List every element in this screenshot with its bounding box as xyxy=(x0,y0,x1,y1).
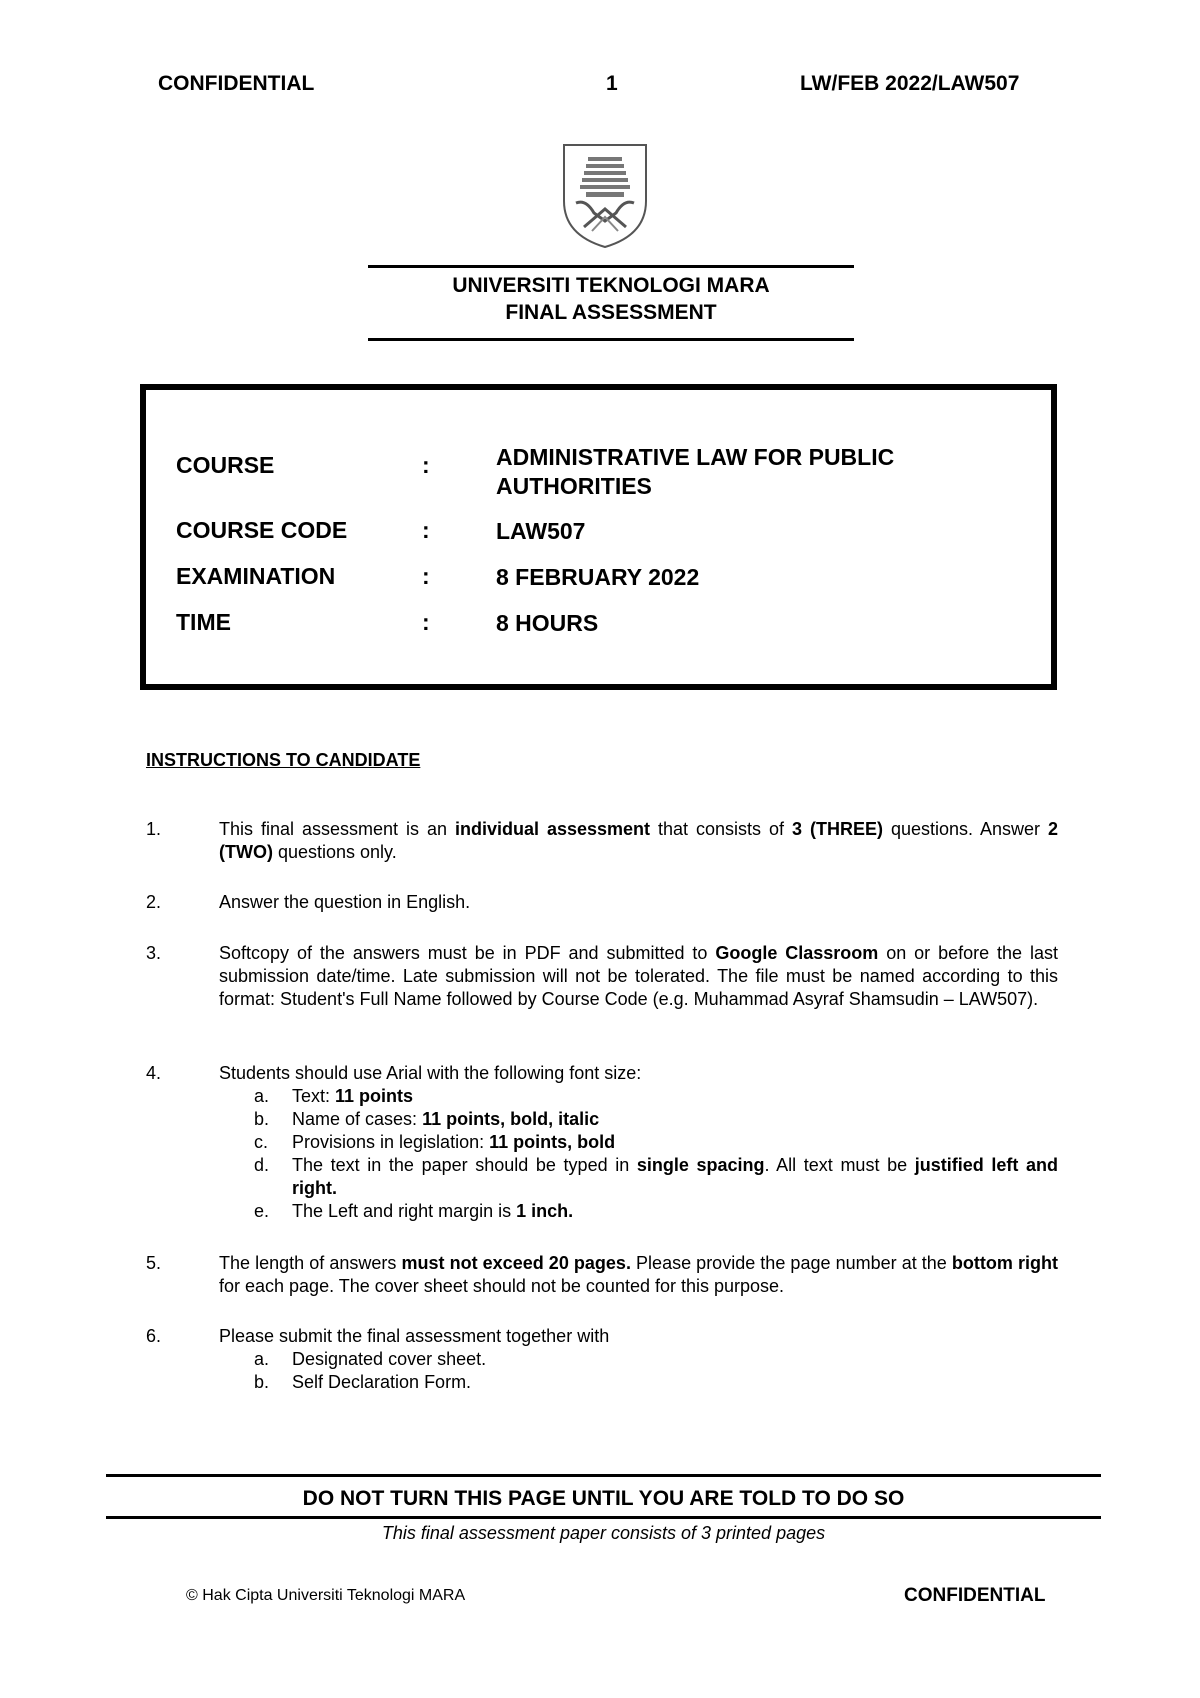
examination-colon: : xyxy=(422,563,430,589)
footer-confidential: CONFIDENTIAL xyxy=(904,1585,1046,1606)
item-number: 4. xyxy=(146,1063,162,1083)
item-text: Answer the question in English. xyxy=(219,892,471,912)
header-confidential: CONFIDENTIAL xyxy=(158,72,315,95)
university-name: UNIVERSITI TEKNOLOGI MARA xyxy=(452,274,770,297)
title-rule-bottom xyxy=(368,338,854,341)
sub-item-a: a. Designated cover sheet. xyxy=(254,1349,487,1369)
item-text: The length of answers must not exceed 20 pages. Please provide the page number at the bottom right for each page. The cover sheet should not be counted for this purpose. xyxy=(219,1253,1058,1296)
item-text: Softcopy of the answers must be in PDF and submitted to Google Classroom on or before the last submission date/time. Late submission will not be tolerated. The file must be named according to this format: Student's Full Name followed by Course Code (e.g. Muhammad Asyraf Shamsudin – LAW507). xyxy=(219,943,1058,1009)
examination-value: 8 FEBRUARY 2022 xyxy=(496,564,700,590)
item-text: This final assessment is an individual assessment that consists of 3 (THREE) questions. Answer 2 (TWO) questions only. xyxy=(219,819,1059,862)
time-colon: : xyxy=(422,609,430,635)
course-info-box xyxy=(140,384,1057,690)
item-number: 6. xyxy=(146,1326,162,1346)
examination-label: EXAMINATION xyxy=(176,563,336,589)
course-label: COURSE xyxy=(176,452,275,478)
title-rule-top xyxy=(368,265,854,268)
course-colon: : xyxy=(422,452,430,478)
do-not-turn-warning: DO NOT TURN THIS PAGE UNTIL YOU ARE TOLD TO DO SO xyxy=(302,1487,905,1510)
sub-item-b: b. Self Declaration Form. xyxy=(254,1372,472,1392)
university-crest-logo xyxy=(562,143,648,249)
footer-rule-top xyxy=(106,1474,1101,1477)
course-code-colon: : xyxy=(422,517,430,543)
item-number: 1. xyxy=(146,819,162,839)
footer-rule-bottom xyxy=(106,1516,1101,1519)
assessment-title: FINAL ASSESSMENT xyxy=(505,301,717,324)
sub-item-e: e. The Left and right margin is 1 inch. xyxy=(254,1201,574,1221)
sub-item-c: c. Provisions in legislation: 11 points, bold xyxy=(254,1132,616,1152)
printed-pages-note: This final assessment paper consists of 3 printed pages xyxy=(381,1523,826,1543)
course-code-value: LAW507 xyxy=(496,518,586,544)
item-text: Please submit the final assessment together with a. Designated cover sheet. b. Self Declaration Form. xyxy=(219,1325,1058,1394)
copyright-notice: © Hak Cipta Universiti Teknologi MARA xyxy=(186,1587,466,1604)
course-code-label: COURSE CODE xyxy=(176,517,348,543)
item-number: 3. xyxy=(146,943,162,963)
item-number: 5. xyxy=(146,1253,162,1273)
time-value: 8 HOURS xyxy=(496,610,599,636)
time-label: TIME xyxy=(176,609,231,635)
sub-item-b: b. Name of cases: 11 points, bold, italic xyxy=(254,1109,600,1129)
sub-item-d: d. The text in the paper should be typed in single spacing. All text must be justified left and right. xyxy=(254,1155,1058,1198)
course-value: ADMINISTRATIVE LAW FOR PUBLIC AUTHORITIES xyxy=(496,444,895,499)
sub-item-a: a. Text: 11 points xyxy=(254,1086,414,1106)
item-number: 2. xyxy=(146,892,162,912)
item-text: Students should use Arial with the following font size: a. Text: 11 points b. Name of cases: 11 points, bold, italic c. Provisions in legislation: 11 points, bold d. The text in the paper should be typed in single spacing. All text must be justified left and right. e. The Left and right margin is 1 inch. xyxy=(219,1063,1058,1221)
instructions-title: INSTRUCTIONS TO CANDIDATE xyxy=(146,750,421,770)
header-reference: LW/FEB 2022/LAW507 xyxy=(800,72,1020,95)
page-number: 1 xyxy=(606,72,618,95)
